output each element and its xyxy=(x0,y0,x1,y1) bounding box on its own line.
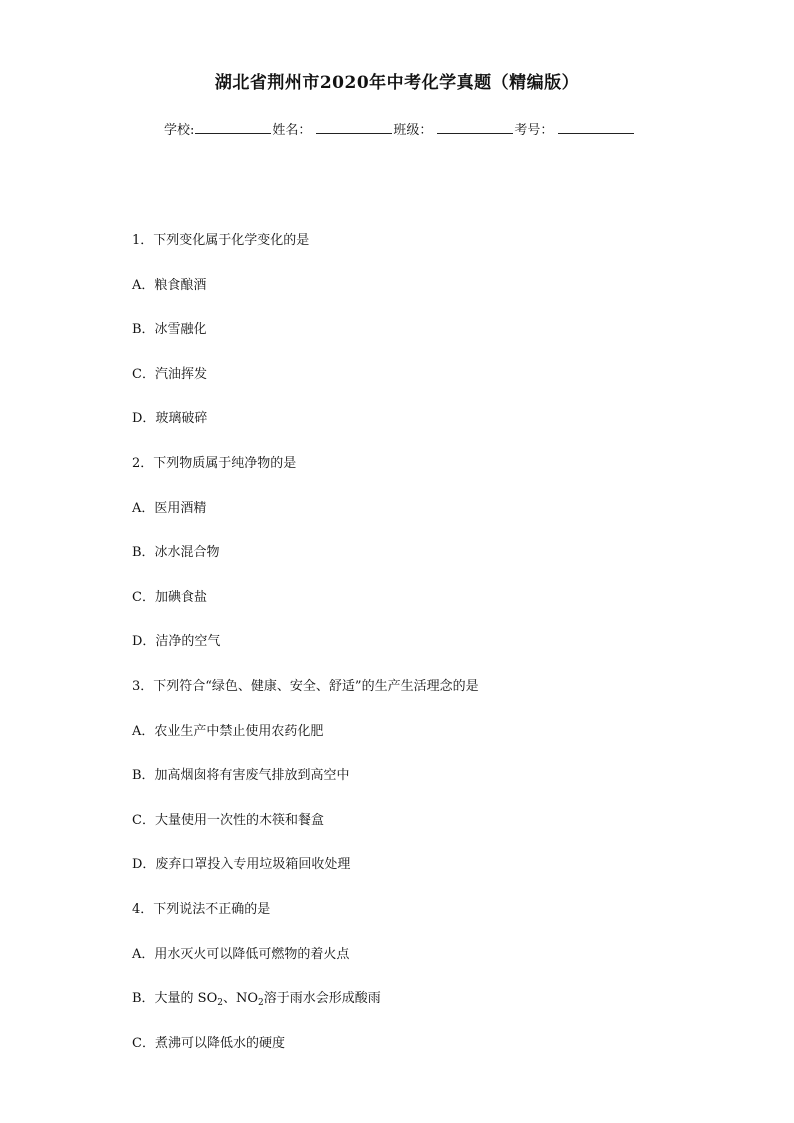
exam-number-blank xyxy=(558,121,634,134)
question-stem: 2．下列物质属于纯净物的是 xyxy=(132,455,297,471)
school-label: 学校: xyxy=(164,123,195,138)
option: C．汽油挥发 xyxy=(132,366,207,382)
option: C．大量使用一次性的木筷和餐盒 xyxy=(132,812,324,828)
option: B．冰雪融化 xyxy=(132,322,207,338)
class-label: 班级： xyxy=(393,123,433,138)
class-blank xyxy=(437,121,513,134)
option-text: B．大量的 SO xyxy=(132,991,218,1007)
option: D．玻璃破碎 xyxy=(132,411,208,427)
question-list xyxy=(132,231,479,1078)
option: C．加碘食盐 xyxy=(132,589,207,605)
question-stem: 1．下列变化属于化学变化的是 xyxy=(132,233,310,248)
subscript: 2 xyxy=(258,998,264,1009)
option: A．医用酒精 xyxy=(132,500,207,516)
option-text: 、NO xyxy=(222,991,259,1007)
option-text: 溶于雨水会形成酸雨 xyxy=(263,991,381,1007)
option: D．洁净的空气 xyxy=(132,634,221,650)
school-blank xyxy=(195,121,271,134)
subscript: 2 xyxy=(217,998,223,1009)
option-with-subscripts xyxy=(132,989,479,1034)
student-info-line xyxy=(164,119,635,138)
option: B．冰水混合物 xyxy=(132,545,220,561)
page-title: 湖北省荆州市2020年中考化学真题（精编版） xyxy=(214,73,580,93)
option: D．废弃口罩投入专用垃圾箱回收处理 xyxy=(132,857,351,873)
option: A．用水灭火可以降低可燃物的着火点 xyxy=(132,946,350,962)
question-stem: 4．下列说法不正确的是 xyxy=(132,901,271,917)
option: A．粮食酿酒 xyxy=(132,277,207,293)
exam-number-label: 考号： xyxy=(514,123,554,138)
option: A．农业生产中禁止使用农药化肥 xyxy=(132,723,324,739)
question-stem: 3．下列符合“绿色、健康、安全、舒适”的生产生活理念的是 xyxy=(132,678,479,694)
option: B．加高烟囱将有害废气排放到高空中 xyxy=(132,768,350,784)
name-blank xyxy=(316,121,392,134)
option: C．煮沸可以降低水的硬度 xyxy=(132,1035,285,1051)
name-label: 姓名： xyxy=(272,123,312,138)
